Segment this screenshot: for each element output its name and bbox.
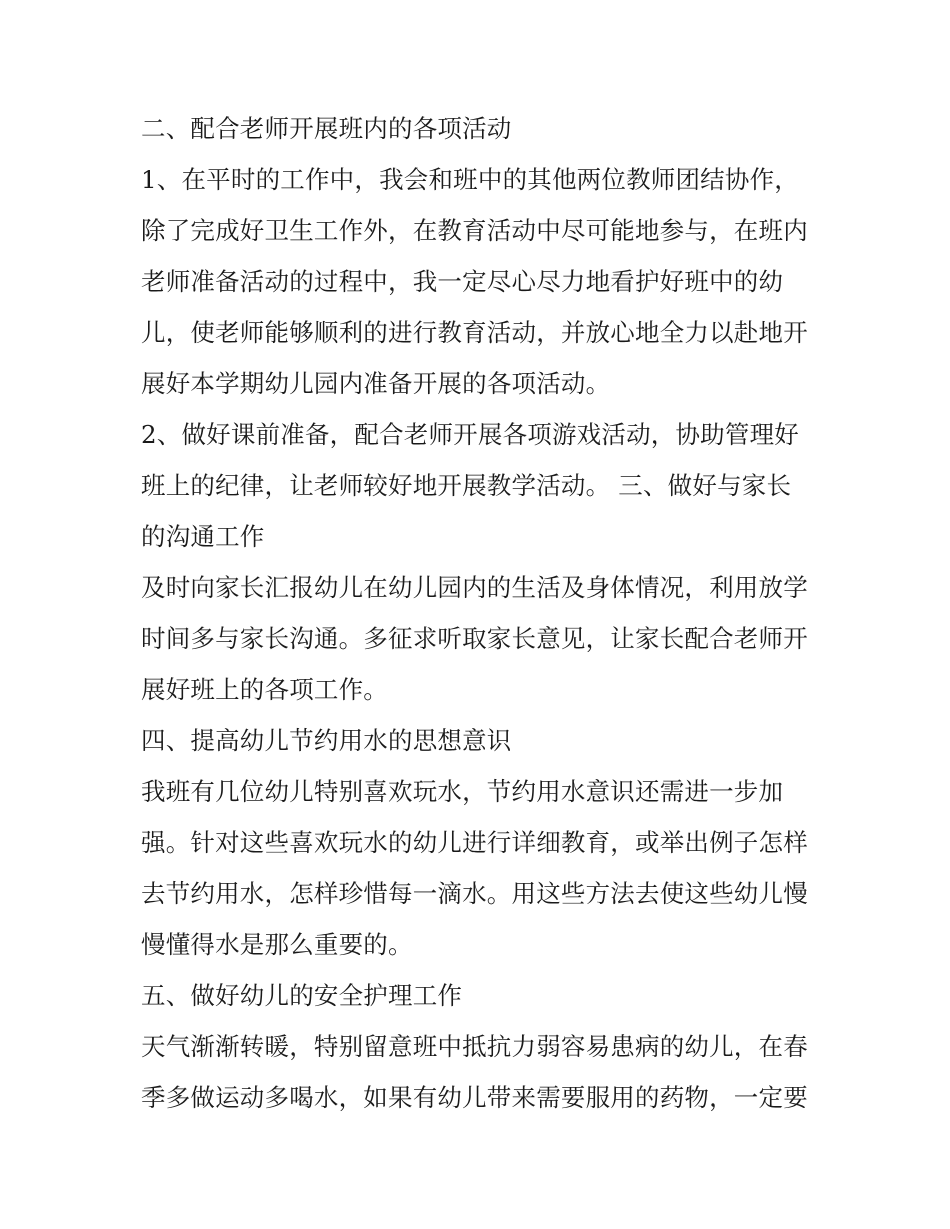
- text-line: 时间多与家长沟通。多征求听取家长意见，让家长配合老师开: [141, 624, 808, 653]
- text-line: 展好本学期幼儿园内准备开展的各项活动。: [141, 369, 611, 398]
- document-body: [141, 103, 831, 1123]
- text-line: 强。针对这些喜欢玩水的幼儿进行详细教育，或举出例子怎样: [141, 828, 808, 857]
- text-line: 除了完成好卫生工作外，在教育活动中尽可能地参与，在班内: [141, 216, 808, 245]
- section-heading: 二、配合老师开展班内的各项活动: [141, 114, 512, 143]
- text-line: 季多做运动多喝水，如果有幼儿带来需要服用的药物，一定要: [141, 1083, 808, 1112]
- text-line: 班上的纪律，让老师较好地开展教学活动。 三、做好与家长: [141, 471, 792, 500]
- text-line: 天气渐渐转暖，特别留意班中抵抗力弱容易患病的幼儿，在春: [141, 1032, 808, 1061]
- text-line: 1、在平时的工作中，我会和班中的其他两位教师团结协作，: [141, 165, 799, 194]
- text-line: 2、做好课前准备，配合老师开展各项游戏活动，协助管理好: [141, 420, 799, 449]
- text-line: 去节约用水，怎样珍惜每一滴水。用这些方法去使这些幼儿慢: [141, 879, 808, 908]
- section-heading: 五、做好幼儿的安全护理工作: [141, 981, 463, 1010]
- text-line: 的沟通工作: [141, 522, 265, 551]
- text-line: 慢懂得水是那么重要的。: [141, 930, 413, 959]
- text-line: 我班有几位幼儿特别喜欢玩水，节约用水意识还需进一步加: [141, 777, 784, 806]
- section-heading: 四、提高幼儿节约用水的思想意识: [141, 726, 512, 755]
- text-line: 及时向家长汇报幼儿在幼儿园内的生活及身体情况，利用放学: [141, 573, 808, 602]
- text-line: 老师准备活动的过程中，我一定尽心尽力地看护好班中的幼: [141, 267, 784, 296]
- text-line: 儿，使老师能够顺利的进行教育活动，并放心地全力以赴地开: [141, 318, 808, 347]
- text-line: 展好班上的各项工作。: [141, 675, 388, 704]
